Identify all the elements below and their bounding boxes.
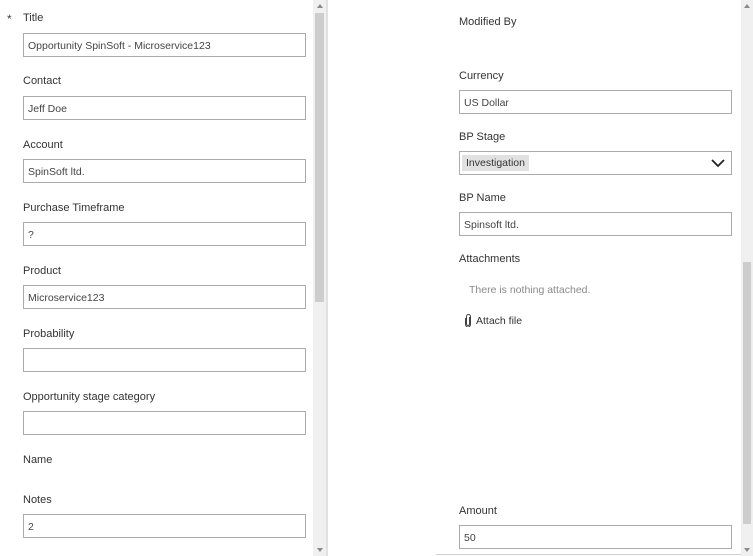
purchase-timeframe-label: Purchase Timeframe <box>23 202 125 214</box>
bp-name-label: BP Name <box>459 192 506 204</box>
title-label: Title <box>23 12 44 24</box>
product-label: Product <box>23 265 61 277</box>
modified-by-label: Modified By <box>459 16 517 28</box>
product-field[interactable]: Microservice123 <box>23 285 306 309</box>
bp-stage-selected-value: Investigation <box>462 155 529 171</box>
scroll-down-arrow-icon[interactable] <box>313 544 326 556</box>
currency-field[interactable]: US Dollar <box>459 90 732 114</box>
contact-label: Contact <box>23 75 61 87</box>
purchase-timeframe-field[interactable]: ? <box>23 222 306 246</box>
name-label: Name <box>23 454 53 466</box>
chevron-down-icon[interactable] <box>711 156 725 170</box>
title-field[interactable]: Opportunity SpinSoft - Microservice123 <box>23 33 306 57</box>
left-scroll-thumb[interactable] <box>315 13 324 302</box>
amount-label: Amount <box>459 505 497 517</box>
scroll-up-arrow-icon[interactable] <box>313 0 326 12</box>
notes-label: Notes <box>23 494 52 506</box>
contact-field[interactable]: Jeff Doe <box>23 96 306 120</box>
scroll-up-arrow-icon[interactable] <box>741 0 753 12</box>
stage-category-label: Opportunity stage category <box>23 391 156 403</box>
paperclip-icon <box>464 314 472 327</box>
probability-label: Probability <box>23 328 75 340</box>
account-field[interactable]: SpinSoft ltd. <box>23 159 306 183</box>
right-scroll-thumb[interactable] <box>743 262 751 524</box>
left-form-pane <box>0 0 313 556</box>
required-marker: * <box>7 12 12 26</box>
notes-field[interactable]: 2 <box>23 514 306 538</box>
currency-label: Currency <box>459 70 504 82</box>
right-form-pane <box>328 0 741 556</box>
bp-stage-label: BP Stage <box>459 131 506 143</box>
attach-file-label: Attach file <box>476 314 523 327</box>
no-attachments-message: There is nothing attached. <box>469 284 591 296</box>
probability-field[interactable] <box>23 348 306 372</box>
attach-file-link[interactable] <box>464 314 522 327</box>
stage-category-field[interactable] <box>23 411 306 435</box>
bp-name-field[interactable]: Spinsoft ltd. <box>459 212 732 236</box>
amount-field[interactable]: 50 <box>459 525 732 549</box>
bp-stage-select[interactable] <box>459 151 732 175</box>
attachments-label: Attachments <box>459 253 521 265</box>
left-scrollbar[interactable] <box>313 0 326 556</box>
account-label: Account <box>23 139 63 151</box>
scroll-down-arrow-icon[interactable] <box>741 544 753 556</box>
bottom-divider <box>436 554 741 555</box>
right-scrollbar[interactable] <box>741 0 753 556</box>
